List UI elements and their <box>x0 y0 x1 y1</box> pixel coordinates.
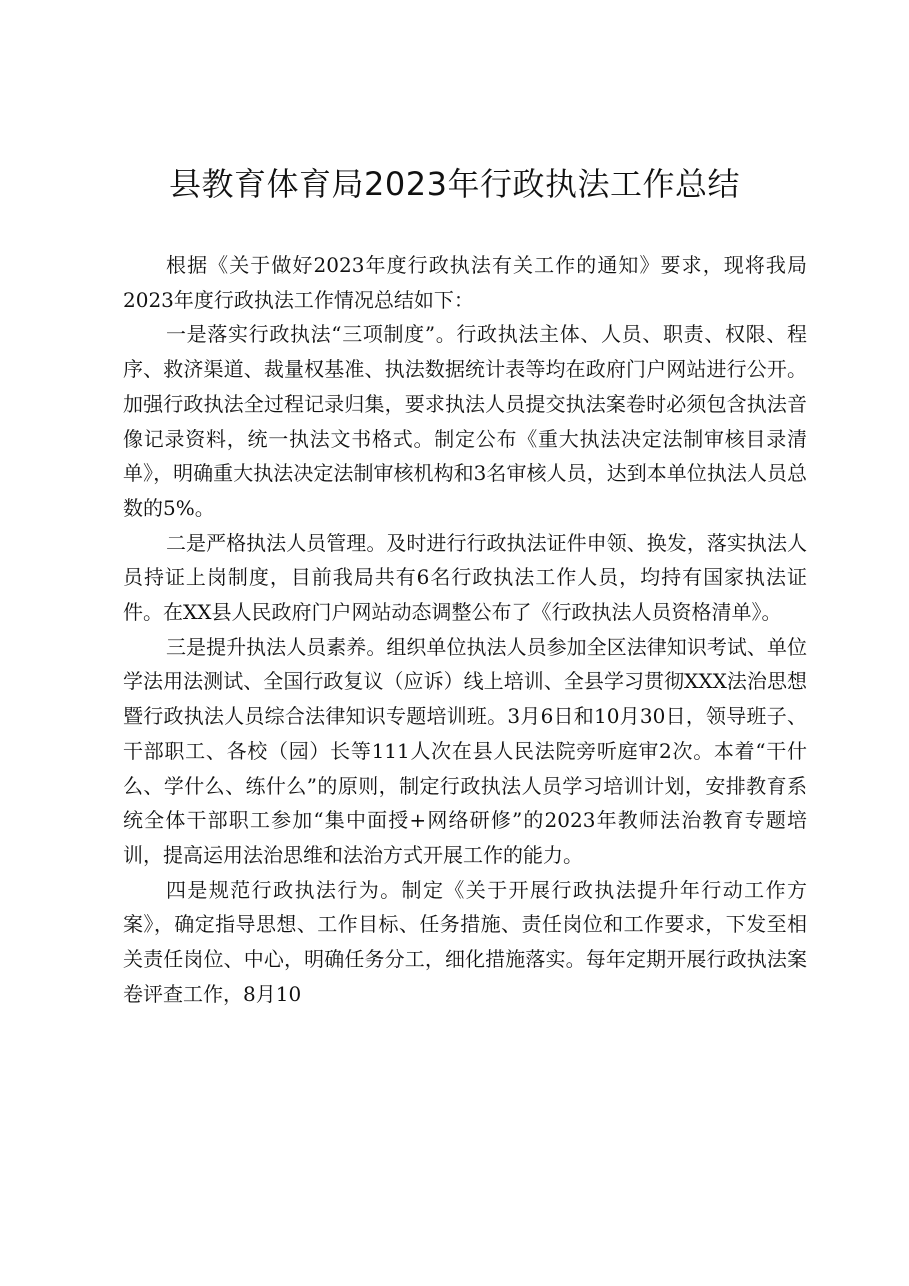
document-title: 县教育体育局2023年行政执法工作总结 <box>169 165 740 203</box>
paragraph-enforcement-standards: 四是规范行政执法行为。制定《关于开展行政执法提升年行动工作方案》，确定指导思想、工作目标、任务措施、责任岗位和工作要求，下发至相关责任岗位、中心，明确任务分工，细化措施落实。每年定期开展行政执法案卷评查工作，8月10 <box>123 877 807 1006</box>
paragraph-intro: 根据《关于做好2023年度行政执法有关工作的通知》要求，现将我局2023年度行政执法工作情况总结如下： <box>123 253 807 312</box>
paragraph-personnel-training: 三是提升执法人员素养。组织单位执法人员参加全区法律知识考试、单位学法用法测试、全国行政复议（应诉）线上培训、全县学习贯彻XXX法治思想暨行政执法人员综合法律知识专题培训班。3月6日和10月30日，领导班子、干部职工、各校（园）长等111人次在县人民法院旁听庭审2次。本着“干什么、学什么、练什么”的原则，制定行政执法人员学习培训计划，安排教育系统全体干部职工参加“集中面授+网络研修”的2023年教师法治教育专题培训，提高运用法治思维和法治方式开展工作的能力。 <box>123 634 807 867</box>
document-body <box>123 248 807 1011</box>
paragraph-three-systems: 一是落实行政执法“三项制度”。行政执法主体、人员、职责、权限、程序、救济渠道、裁量权基准、执法数据统计表等均在政府门户网站进行公开。加强行政执法全过程记录归集，要求执法人员提交执法案卷时必须包含执法音像记录资料，统一执法文书格式。制定公布《重大执法决定法制审核目录清单》，明确重大执法决定法制审核机构和3名审核人员，达到本单位执法人员总数的5%。 <box>123 322 807 520</box>
paragraph-personnel-management: 二是严格执法人员管理。及时进行行政执法证件申领、换发，落实执法人员持证上岗制度，目前我局共有6名行政执法工作人员，均持有国家执法证件。在XX县人民政府门户网站动态调整公布了《行政执法人员资格清单》。 <box>123 530 807 625</box>
